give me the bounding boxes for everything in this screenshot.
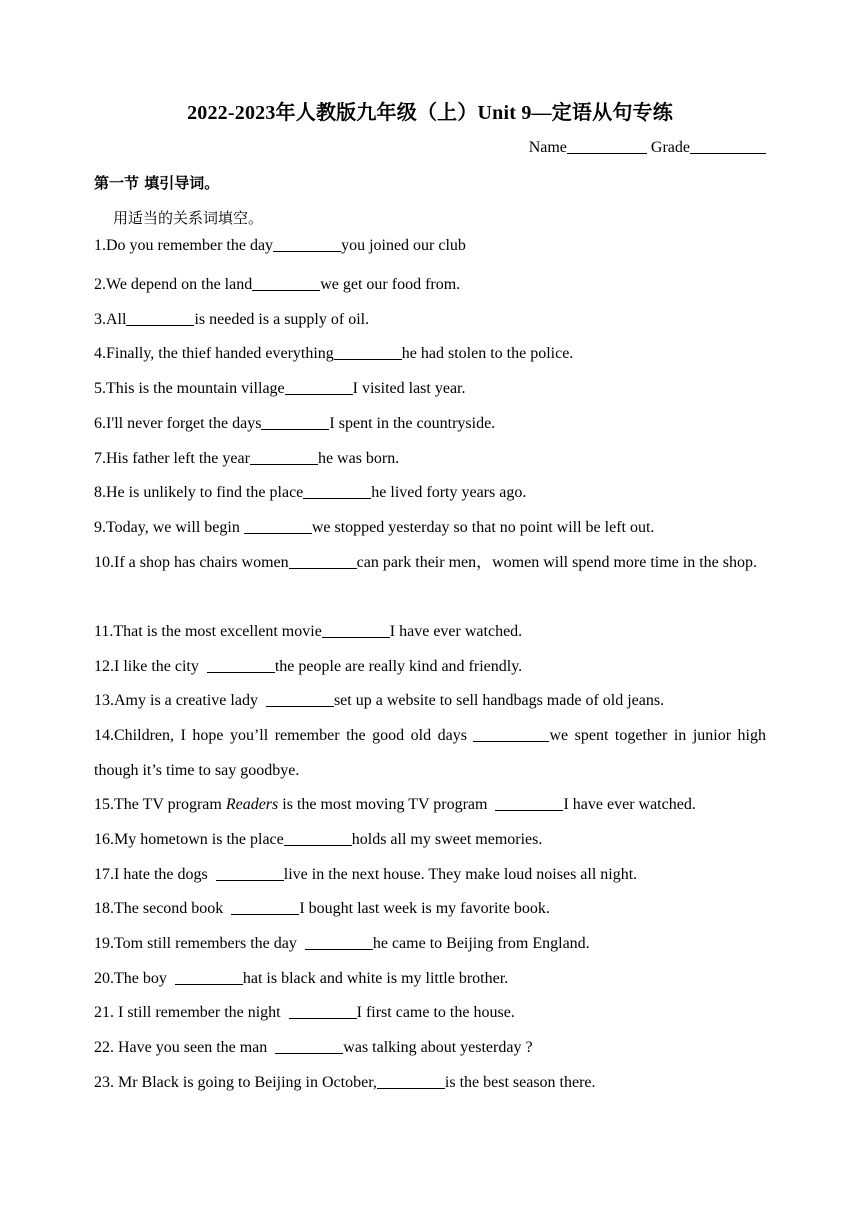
answer-blank[interactable] [284, 830, 352, 846]
question-item [94, 229, 766, 264]
grade-label: Grade [650, 139, 690, 156]
question-text: 19.Tom still remembers the day [94, 935, 305, 952]
question-item [94, 719, 766, 789]
answer-blank[interactable] [266, 691, 334, 707]
grade-blank[interactable] [690, 138, 766, 154]
question-text: 16.My hometown is the place [94, 831, 284, 848]
answer-blank[interactable] [252, 275, 320, 291]
question-text: 9.Today, we will begin [94, 519, 244, 536]
question-text: I bought last week is my favorite book. [299, 900, 550, 917]
question-text: 10.If a shop has chairs women [94, 554, 289, 571]
question-text: 23. Mr Black is going to Beijing in October, [94, 1074, 377, 1091]
question-text: I spent in the countryside. [329, 415, 496, 432]
question-text: 4.Finally, the thief handed everything [94, 345, 334, 362]
question-text: 8.He is unlikely to find the place [94, 484, 304, 501]
question-text: 15.The TV program [94, 796, 226, 813]
question-text: 20.The boy [94, 970, 175, 987]
question-item [94, 1031, 766, 1066]
question-text: he lived forty years ago. [371, 484, 527, 501]
question-text: 7.His father left the year [94, 450, 250, 467]
name-grade-line [529, 138, 766, 157]
question-text: we stopped yesterday so that no point will be left out. [311, 519, 655, 536]
question-item [94, 615, 766, 650]
question-item [94, 962, 766, 997]
question-text: is the most moving TV program [278, 796, 496, 813]
question-text: 2.We depend on the land [94, 276, 253, 293]
question-item [94, 407, 766, 442]
question-item [94, 303, 766, 338]
section-instruction: 用适当的关系词填空。 [113, 209, 264, 227]
answer-blank[interactable] [275, 1038, 343, 1054]
program-title: Readers [225, 796, 279, 813]
question-text: he had stolen to the police. [401, 345, 574, 362]
question-item [94, 684, 766, 719]
question-text: hat is black and white is my little brother. [242, 970, 509, 987]
question-item [94, 892, 766, 927]
answer-blank[interactable] [495, 795, 563, 811]
answer-blank[interactable] [334, 344, 402, 360]
question-text: 11.That is the most excellent movie [94, 623, 322, 640]
question-text: is needed is a supply of oil. [194, 311, 370, 328]
question-item [94, 1066, 766, 1101]
question-text: I first came to the house. [356, 1004, 515, 1021]
page-title: 2022-2023年人教版九年级（上）Unit 9—定语从句专练 [187, 102, 673, 124]
answer-blank[interactable] [126, 310, 194, 326]
question-item [94, 788, 766, 823]
answer-blank[interactable] [305, 934, 373, 950]
answer-blank[interactable] [289, 553, 357, 569]
answer-blank[interactable] [231, 899, 299, 915]
question-text: I have ever watched. [563, 796, 696, 813]
question-text: 22. Have you seen the man [94, 1039, 276, 1056]
question-text: I visited last year. [352, 380, 466, 397]
question-text: he was born. [317, 450, 400, 467]
question-item [94, 996, 766, 1031]
answer-blank[interactable] [377, 1073, 445, 1089]
question-text: 1.Do you remember the day [94, 237, 274, 254]
section-heading: 第一节 填引导词。 [94, 174, 220, 192]
answer-blank[interactable] [250, 449, 318, 465]
answer-blank[interactable] [261, 414, 329, 430]
question-item [94, 442, 766, 477]
question-text: 14.Children, I hope you’ll remember the good old days [94, 727, 474, 744]
answer-blank[interactable] [285, 379, 353, 395]
question-item [94, 927, 766, 962]
question-text: 12.I like the city [94, 658, 207, 675]
question-item [94, 546, 766, 581]
question-text: 21. I still remember the night [94, 1004, 289, 1021]
answer-blank[interactable] [322, 622, 390, 638]
name-blank[interactable] [567, 138, 647, 154]
answer-blank[interactable] [216, 865, 284, 881]
answer-blank[interactable] [273, 236, 341, 252]
question-text: set up a website to sell handbags made of old jeans. [333, 692, 665, 709]
answer-blank[interactable] [289, 1003, 357, 1019]
answer-blank[interactable] [175, 969, 243, 985]
question-text: is the best season there. [444, 1074, 596, 1091]
question-text: 5.This is the mountain village [94, 380, 285, 397]
question-item [94, 268, 766, 303]
answer-blank[interactable] [244, 518, 312, 534]
question-text: 17.I hate the dogs [94, 866, 216, 883]
question-text: you joined our club [341, 237, 466, 254]
question-text: 13.Amy is a creative lady [94, 692, 266, 709]
answer-blank[interactable] [473, 726, 549, 742]
question-text: he came to Beijing from England. [372, 935, 590, 952]
answer-blank[interactable] [303, 483, 371, 499]
question-text: can park their men，women will spend more time in the shop. [356, 554, 757, 571]
question-item [94, 511, 766, 546]
question-text: holds all my sweet memories. [351, 831, 543, 848]
question-text: live in the next house. They make loud noises all night. [283, 866, 638, 883]
question-item [94, 823, 766, 858]
question-text: the people are really kind and friendly. [274, 658, 523, 675]
name-label: Name [528, 139, 567, 156]
question-text: I have ever watched. [389, 623, 523, 640]
question-text: 3.All [94, 311, 127, 328]
question-text: 6.I'll never forget the days [94, 415, 262, 432]
question-text: 18.The second book [94, 900, 232, 917]
question-item [94, 858, 766, 893]
question-text: we spent together in junior high though it’s time to say goodbye. [94, 727, 766, 779]
question-item [94, 372, 766, 407]
question-item [94, 650, 766, 685]
answer-blank[interactable] [207, 657, 275, 673]
question-text: was talking about yesterday ? [343, 1039, 533, 1056]
question-item [94, 476, 766, 511]
question-item [94, 337, 766, 372]
question-text: we get our food from. [320, 276, 461, 293]
